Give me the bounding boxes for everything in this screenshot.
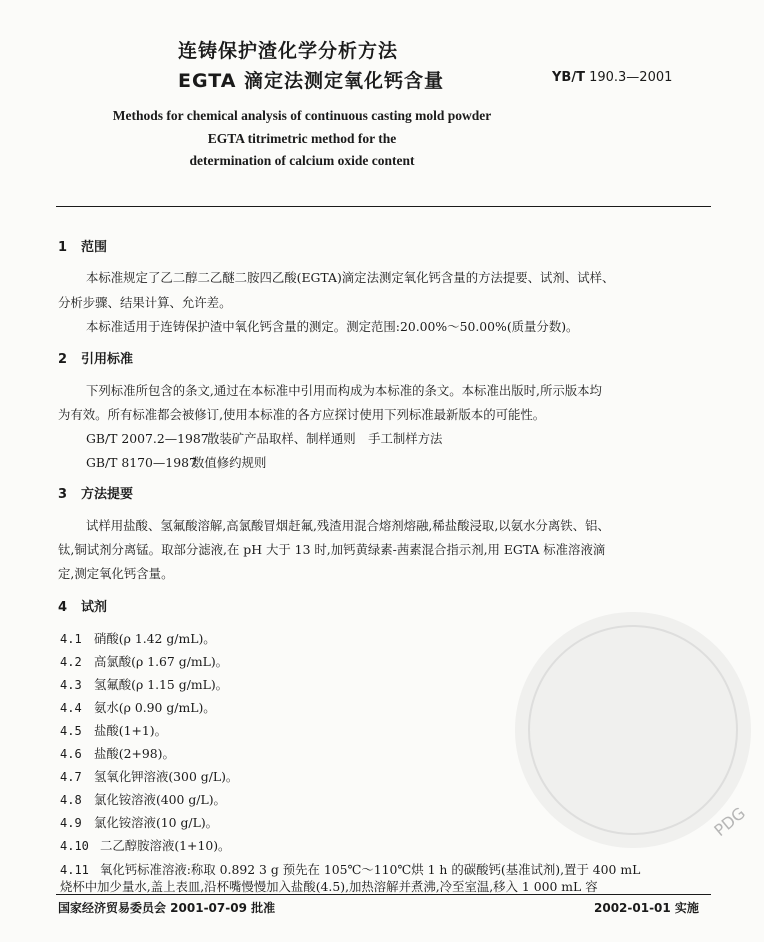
section-3-line-2: 钛,铜试剂分离锰。取部分滤液,在 pH 大于 13 时,加钙黄绿素-茜素混合指示剂,用 EGTA 标准溶液滴 xyxy=(58,542,606,557)
standard-code-prefix: YB/T xyxy=(552,70,585,85)
section-title: 方法提要 xyxy=(81,487,134,502)
section-3-line-1: 试样用盐酸、氢氟酸溶解,高氯酸冒烟赶氟,残渣用混合熔剂熔融,稀盐酸浸取,以氨水分离铁、铝、 xyxy=(86,518,610,533)
reagent-item xyxy=(60,744,175,762)
title-cn-line-2: EGTA 滴定法测定氧化钙含量 xyxy=(178,70,445,92)
reagent-item xyxy=(60,767,238,785)
reagent-item xyxy=(60,790,226,808)
section-title: 范围 xyxy=(81,240,108,255)
approval-date: 国家经济贸易委员会 2001-07-09 批准 xyxy=(58,901,276,915)
item-number: 4.3 xyxy=(60,678,82,692)
reference-title: 数值修约规则 xyxy=(192,455,267,470)
reagent-item xyxy=(60,675,228,693)
reference-standard xyxy=(86,429,442,447)
item-text: 氢氟酸(ρ 1.15 g/mL)。 xyxy=(94,677,229,692)
implementation-date: 2002-01-01 实施 xyxy=(594,901,699,915)
reagent-item xyxy=(60,629,216,647)
section-3-heading xyxy=(58,483,133,502)
reference-standard xyxy=(86,453,266,471)
item-number: 4.7 xyxy=(60,770,82,784)
reference-code: GB/T 2007.2—1987 xyxy=(86,431,209,446)
reagent-item-4-11-line-2: 烧杯中加少量水,盖上表皿,沿杯嘴慢慢加入盐酸(4.5),加热溶解并煮沸,冷至室温,移入 1 000 mL 容 xyxy=(60,879,598,894)
section-2-heading xyxy=(58,348,133,367)
section-4-heading xyxy=(58,596,107,615)
section-1-paragraph-1-line-2: 分析步骤、结果计算、允许差。 xyxy=(58,295,232,310)
section-title: 试剂 xyxy=(81,600,108,615)
title-cn-line-1: 连铸保护渣化学分析方法 xyxy=(178,40,399,62)
item-text: 二乙醇胺溶液(1+10)。 xyxy=(100,838,231,853)
reference-title: 散装矿产品取样、制样通则 手工制样方法 xyxy=(207,431,443,446)
item-text: 氧化钙标准溶液:称取 0.892 3 g 预先在 105℃～110℃烘 1 h 的碳酸钙(基准试剂),置于 400 mL xyxy=(100,862,641,877)
seal-mark-text: PDG xyxy=(710,803,749,841)
item-number: 4.4 xyxy=(60,701,82,715)
footer-divider xyxy=(56,894,711,895)
item-number: 4.2 xyxy=(60,655,82,669)
standard-code-number: 190.3—2001 xyxy=(589,70,673,85)
item-number: 4.10 xyxy=(60,839,89,853)
item-number: 4.6 xyxy=(60,747,82,761)
section-1-heading xyxy=(58,236,107,255)
item-text: 高氯酸(ρ 1.67 g/mL)。 xyxy=(94,654,229,669)
reagent-item xyxy=(60,836,230,854)
title-en-line-1: Methods for chemical analysis of continuous casting mold powder xyxy=(112,108,492,123)
section-number: 1 xyxy=(58,240,68,255)
watermark-seal xyxy=(508,605,758,855)
reagent-item xyxy=(60,813,218,831)
section-number: 3 xyxy=(58,487,68,502)
section-2-paragraph-line-2: 为有效。所有标准都会被修订,使用本标准的各方应探讨使用下列标准最新版本的可能性。 xyxy=(58,407,546,422)
item-text: 氢氧化钾溶液(300 g/L)。 xyxy=(94,769,239,784)
item-number: 4.11 xyxy=(60,863,89,877)
reference-code: GB/T 8170—1987 xyxy=(86,455,197,470)
item-number: 4.5 xyxy=(60,724,82,738)
header-divider xyxy=(56,206,711,207)
seal-disc xyxy=(515,612,751,848)
item-text: 氯化铵溶液(10 g/L)。 xyxy=(94,815,219,830)
section-2-paragraph-line-1: 下列标准所包含的条文,通过在本标准中引用而构成为本标准的条文。本标准出版时,所示版本均 xyxy=(86,383,602,398)
item-number: 4.9 xyxy=(60,816,82,830)
section-3-line-3: 定,测定氧化钙含量。 xyxy=(58,566,174,581)
reagent-item xyxy=(60,698,216,716)
item-text: 氨水(ρ 0.90 g/mL)。 xyxy=(94,700,216,715)
reagent-item xyxy=(60,721,167,739)
item-number: 4.8 xyxy=(60,793,82,807)
item-text: 盐酸(1+1)。 xyxy=(94,723,167,738)
standard-code xyxy=(552,70,672,85)
section-title: 引用标准 xyxy=(81,352,134,367)
section-number: 2 xyxy=(58,352,68,367)
reagent-item xyxy=(60,652,228,670)
item-text: 氯化铵溶液(400 g/L)。 xyxy=(94,792,226,807)
title-en-line-2: EGTA titrimetric method for the xyxy=(207,131,397,146)
item-text: 盐酸(2+98)。 xyxy=(94,746,175,761)
section-1-paragraph-1-line-1: 本标准规定了乙二醇二乙醚二胺四乙酸(EGTA)滴定法测定氧化钙含量的方法提要、试剂、试样、 xyxy=(86,270,615,285)
reagent-item-4-11-line-1 xyxy=(60,860,640,878)
item-number: 4.1 xyxy=(60,632,82,646)
section-number: 4 xyxy=(58,600,68,615)
title-en-line-3: determination of calcium oxide content xyxy=(189,153,415,168)
section-1-paragraph-2: 本标准适用于连铸保护渣中氧化钙含量的测定。测定范围:20.00%～50.00%(质量分数)。 xyxy=(86,319,579,334)
item-text: 硝酸(ρ 1.42 g/mL)。 xyxy=(94,631,216,646)
